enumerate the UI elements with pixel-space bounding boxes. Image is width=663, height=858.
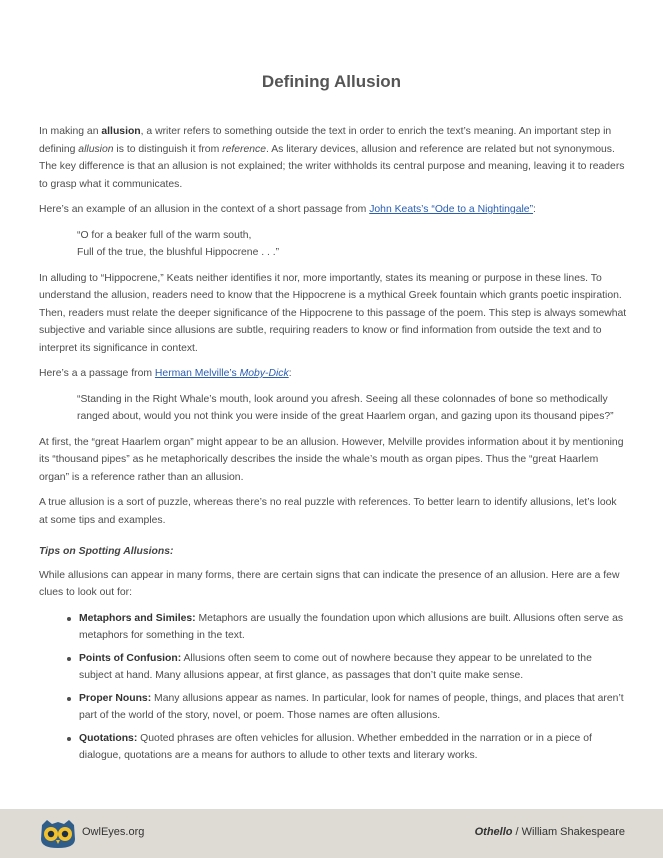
tips-heading: Tips on Spotting Allusions: [39,546,174,557]
example2-colon: : [288,368,292,379]
example1-colon: : [533,204,536,215]
tip-item [79,650,627,685]
tips-list [39,610,627,765]
analysis1-paragraph: In alluding to “Hippocrene,” Keats neither identifies it nor, more importantly, states its meaning or purpose in these lines. To understand the allusion, readers need to know that the Hippocrene is a mythical Greek fountain which grants poetic inspiration. Then, readers must relate the deeper significance of the Hippocrene to this passage of the poem. This step is always somewhat subjective and variable since allusions are subtle, requiring readers to know or find information from outside the text and to interpret its significance in context. [39,272,627,354]
credit-separator: / [512,826,522,838]
intro-text-2: , a writer refers to something outside the text in order to enrich the text’s meaning. An important step in defining [39,126,612,155]
owl-logo-icon[interactable] [39,819,77,849]
example2-paragraph [39,365,627,383]
example1-text: Here’s an example of an allusion in the context of a short passage from [39,204,370,215]
tip-term: Metaphors and Similes: [79,612,196,624]
tip-item [79,610,627,645]
keats-quote-line-2: Full of the true, the blushful Hippocrene . . .” [77,247,280,258]
page-footer [0,809,663,858]
book-credit [475,826,625,838]
keats-quote-line-1: “O for a beaker full of the warm south, [77,229,252,241]
brand-name[interactable]: OwlEyes.org [82,826,145,838]
puzzle-paragraph: A true allusion is a sort of puzzle, whereas there’s no real puzzle with references. To better learn to identify allusions, let’s look at some tips and examples. [39,497,617,526]
melville-link-title: Moby-Dick [239,368,289,379]
tip-text: Quoted phrases are often vehicles for allusion. Whether embedded in the narration or in a piece of dialogue, quotations are a means for authors to allude to other texts and literary works. [79,732,592,761]
intro-text-1: In making an [39,126,102,137]
book-title: Othello [474,826,513,838]
tip-term: Points of Confusion: [79,652,182,664]
example2-text: Here’s a a passage from [39,368,155,379]
tip-term: Proper Nouns: [79,692,152,704]
tips-intro: While allusions can appear in many forms, there are certain signs that can indicate the presence of an allusion. Here are a few clues to look out for: [39,569,620,598]
analysis2-paragraph: At first, the “great Haarlem organ” might appear to be an allusion. However, Melville provides information about it by mentioning its “thousand pipes” as he metaphorically describes the inside the whale’s mouth as organ pipes. Thus the “great Haarlem organ” is a reference rather than an allusion. [39,436,624,483]
page-title: Defining Allusion [261,72,402,91]
keats-link[interactable]: John Keats’s “Ode to a Nightingale” [369,204,534,215]
melville-quote: “Standing in the Right Whale’s mouth, look around you afresh. Seeing all these colonnades of bone so methodically ranged about, would you not think you were inside of the great Haarlem organ, and gazing upon its thousand pipes?” [77,393,614,422]
intro-italic-reference: reference [222,143,267,155]
intro-term-allusion: allusion [101,126,141,137]
melville-link[interactable] [155,368,289,379]
book-author: William Shakespeare [521,826,625,838]
melville-link-author: Herman Melville’s [154,368,240,379]
intro-italic-allusion: allusion [78,143,114,155]
tip-item [79,690,627,725]
intro-text-4: . As literary devices, allusion and reference are related but not synonymous. The key difference is that an allusion is not explained; the writer withholds its central purpose and meaning, leaving it to readers to grasp what it communicates. [39,143,625,190]
intro-paragraph [39,123,627,193]
tip-item [79,730,627,765]
tip-text: Allusions often seem to come out of nowhere because they appear to be unrelated to the subject at hand. Many allusions appear, at first glance, as passages that don’t quite make sense. [79,652,592,681]
article-body [39,123,627,770]
tip-text: Many allusions appear as names. In particular, look for names of people, things, and places that aren’t part of the world of the story, novel, or poem. Those names are often allusions. [79,692,624,721]
tip-text: Metaphors are usually the foundation upon which allusions are built. Allusions often serve as metaphors for something in the text. [79,612,624,641]
example1-paragraph [39,201,627,219]
intro-text-3: is to distinguish it from [113,143,223,155]
tip-term: Quotations: [79,732,138,744]
keats-quote [77,227,627,262]
